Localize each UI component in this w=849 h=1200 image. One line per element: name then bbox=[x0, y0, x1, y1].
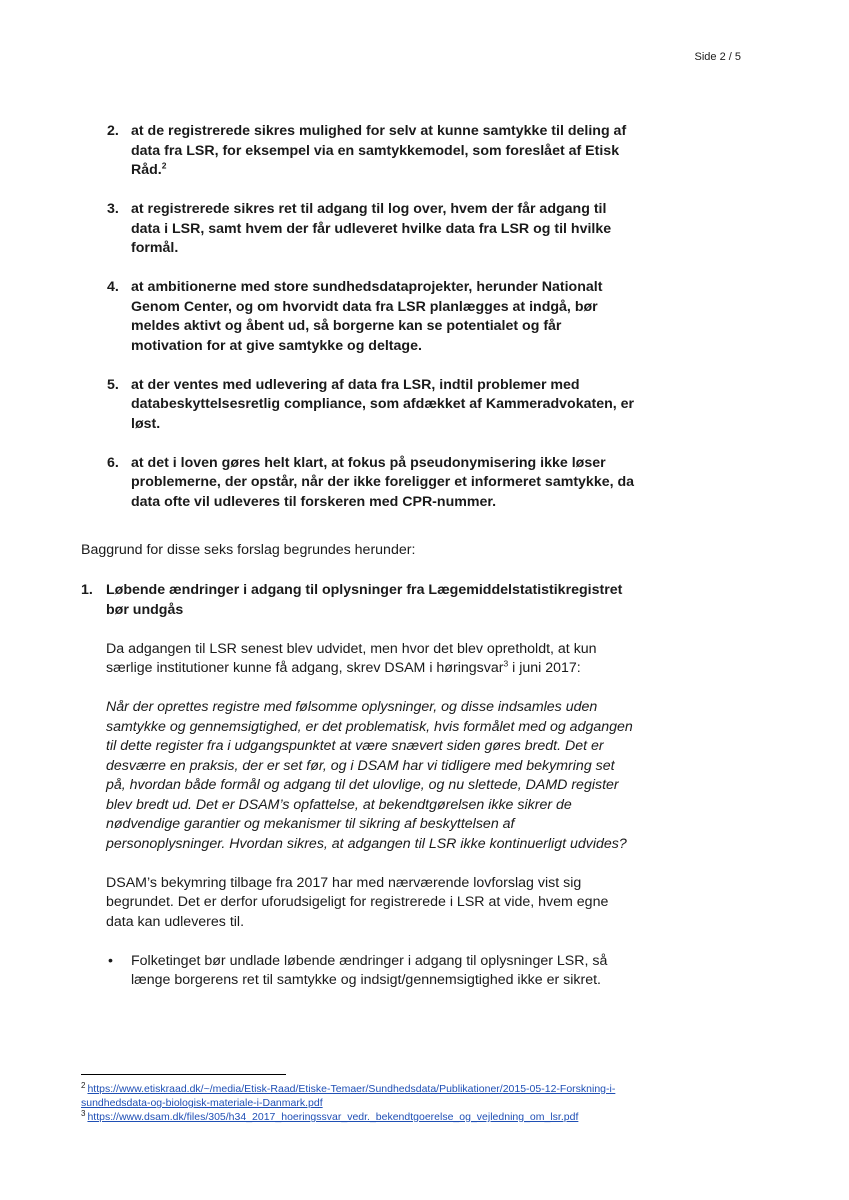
proposal-number: 3. bbox=[107, 201, 119, 217]
paragraph-text: i juni 2017: bbox=[508, 660, 581, 676]
footnote bbox=[81, 1110, 641, 1124]
footnote-link[interactable]: https://www.dsam.dk/files/305/h34_2017_hoeringssvar_vedr._bekendtgoerelse_og_vejledning_om_lsr.pdf bbox=[87, 1111, 579, 1123]
page-number: Side 2 / 5 bbox=[694, 51, 741, 63]
bullet-item bbox=[106, 952, 637, 991]
bullet-icon: • bbox=[108, 952, 113, 969]
paragraph bbox=[106, 640, 637, 679]
paragraph: DSAM’s bekymring tilbage fra 2017 har med nærværende lovforslag vist sig begrundet. Det er derfor uforudsigeligt for registrerede i LSR at vide, hvem egne data kan udleveres til. bbox=[106, 874, 609, 930]
proposal-item bbox=[107, 376, 637, 435]
proposal-item bbox=[107, 454, 637, 513]
proposal-text: at det i loven gøres helt klart, at fokus på pseudonymisering ikke løser problemerne, der opstår, når der ikke foreligger et informeret samtykke, da data ofte vil udleveres til forskeren med CPR-nummer. bbox=[131, 454, 635, 510]
footnote-ref[interactable]: 2 bbox=[161, 160, 167, 171]
proposal-number: 5. bbox=[107, 376, 119, 393]
section-heading bbox=[81, 581, 637, 620]
footnote-mark: 2 bbox=[81, 1080, 86, 1090]
section-title: Løbende ændringer i adgang til oplysninger fra Lægemiddelstatistikregistret bør undgås bbox=[106, 582, 623, 618]
proposal-item bbox=[107, 200, 637, 259]
proposal-text: at ambitionerne med store sundhedsdataprojekter, herunder Nationalt Genom Center, og om hvorvidt data fra LSR planlægges at indgå, bør meldes aktivt og åbent ud, så borgerne kan se potentialet og får motivation for at give samtykke og deltage. bbox=[131, 279, 603, 354]
proposal-item bbox=[107, 122, 637, 181]
footnote bbox=[81, 1082, 641, 1110]
section-1 bbox=[81, 581, 637, 991]
intro-text: Baggrund for disse seks forslag begrundes herunder: bbox=[81, 542, 416, 558]
footnote-ref[interactable]: 3 bbox=[503, 658, 509, 669]
proposal-number: 6. bbox=[107, 454, 119, 471]
section-number: 1. bbox=[81, 582, 93, 598]
proposal-text: at der ventes med udlevering af data fra LSR, indtil problemer med databeskyttelsesretlig compliance, som afdækket af Kammeradvokaten, er løst. bbox=[131, 376, 635, 432]
proposal-list bbox=[107, 122, 637, 532]
proposal-text: at registrerede sikres ret til adgang til log over, hvem der får adgang til data i LSR, samt hvem der får udleveret hvilke data fra LSR og til hvilke formål. bbox=[131, 201, 612, 256]
proposal-number: 4. bbox=[107, 279, 119, 295]
footnote-mark: 3 bbox=[81, 1108, 86, 1118]
section-body bbox=[81, 640, 637, 991]
footnotes bbox=[81, 1082, 641, 1124]
bullet-text: Folketinget bør undlade løbende ændringer i adgang til oplysninger LSR, så længe borgerens ret til samtykke og indsigt/gennemsigtighed ikke er sikret. bbox=[131, 952, 608, 988]
paragraph-text: Da adgangen til LSR senest blev udvidet, men hvor det blev opretholdt, at kun særlige institutioner kunne få adgang, skrev DSAM i høringsvar bbox=[106, 640, 597, 676]
proposal-text: at de registrerede sikres mulighed for selv at kunne samtykke til deling af data fra LSR, for eksempel via en samtykkemodel, som foreslået af Etisk Råd. bbox=[131, 123, 627, 178]
proposal-number: 2. bbox=[107, 123, 119, 139]
proposal-item bbox=[107, 278, 637, 356]
footnote-divider bbox=[81, 1074, 286, 1075]
footnote-link[interactable]: https://www.etiskraad.dk/~/media/Etisk-Raad/Etiske-Temaer/Sundhedsdata/Publikationer/2015-05-12-Forskning-i-sundhedsdata-og-biologisk-materiale-i-Danmark.pdf bbox=[81, 1083, 616, 1109]
quote-block: Når der oprettes registre med følsomme oplysninger, og disse indsamles uden samtykke og gennemsigtighed, er det problematisk, hvis formålet med og adgangen til dette register fra i udgangspunktet at være snævert siden gøres bredt. Det er desværre en praksis, der er set før, og i DSAM har vi tidligere med bekymring set på, hvordan både formål og adgang til det ulovlige, og nu slettede, DAMD register blev bredt ud. Det er DSAM’s opfattelse, at bekendtgørelsen ikke sikrer de nødvendige garantier og mekanismer til sikring af beskyttelsen af personoplysninger. Hvordan sikres, at adgangen til LSR ikke kontinuerligt udvides? bbox=[106, 699, 633, 852]
